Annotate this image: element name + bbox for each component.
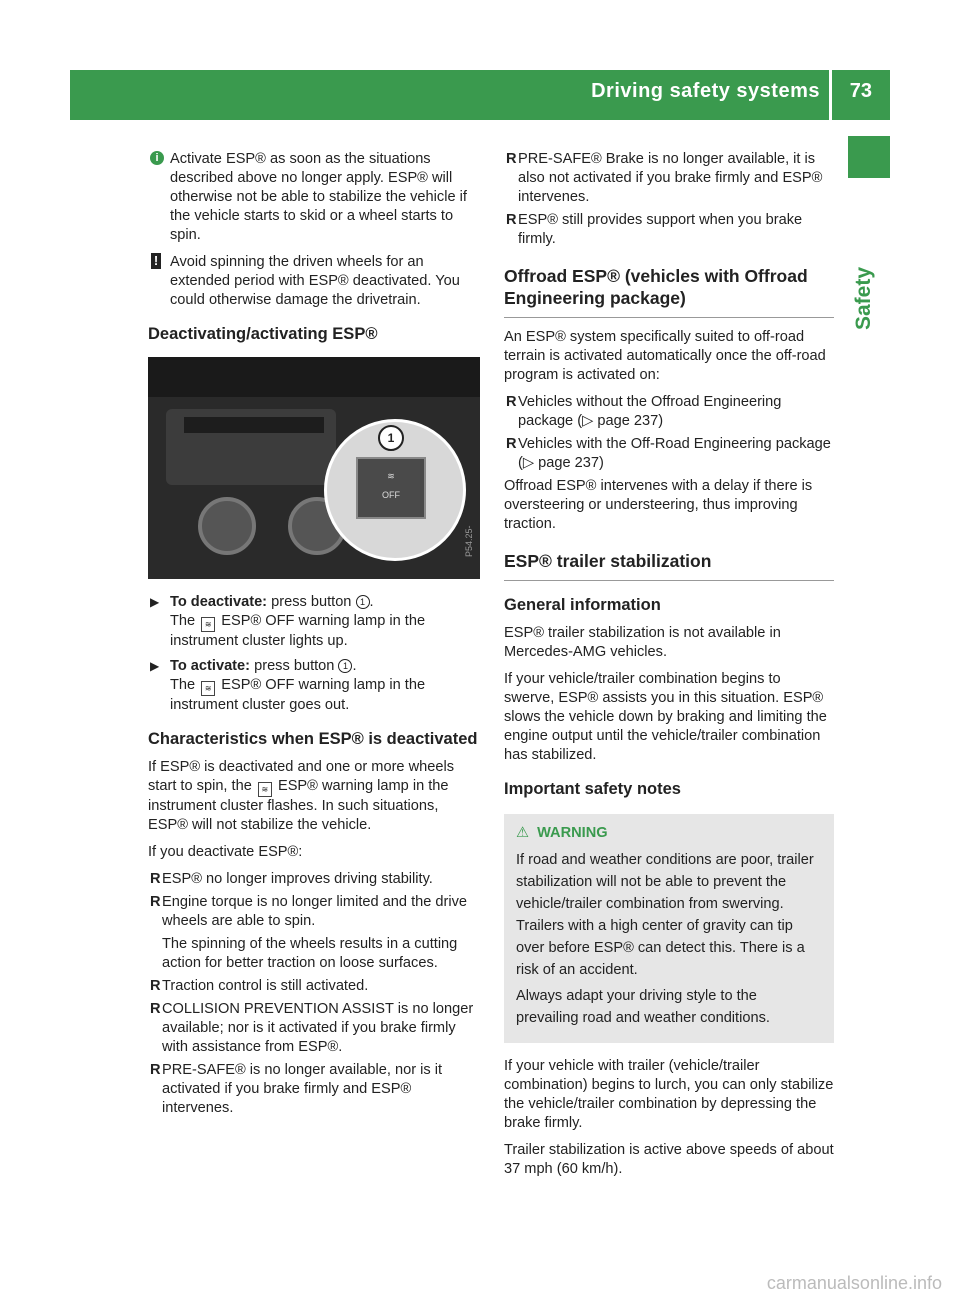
left-column	[148, 150, 480, 1122]
photo-code: P54.25-	[464, 525, 474, 557]
step1-text: press button	[271, 594, 352, 610]
heading-deactivating: Deactivating/activating ESP®	[148, 325, 378, 343]
char-p1-b: ESP® warning lamp in the instrument cluster flashes. In such situations, ESP® will not stabilize the vehicle.	[148, 778, 449, 833]
step-arrow-icon: ▶	[150, 659, 160, 673]
photo-top-trim	[148, 357, 480, 397]
bullet-text: Traction control is still activated.	[162, 978, 369, 994]
bullet-text: ESP® still provides support when you brake firmly.	[518, 212, 803, 247]
warning-title	[516, 824, 822, 843]
char-p1-a: If ESP® is deactivated and one or more wheels start to spin, the	[148, 759, 455, 794]
step1-detail: ESP® OFF warning lamp in the instrument cluster lights up.	[170, 613, 426, 649]
after-paragraph-2: Trailer stabilization is active above speeds of about 37 mph (60 km/h).	[504, 1142, 834, 1177]
step-activate: ▶ To activate: press button 1 . The ≋ ESP® OFF warning lamp in the instrument cluster goes out.	[150, 658, 426, 713]
list-item: R Vehicles with the Off-Road Engineering package (▷ page 237)	[506, 436, 831, 471]
step2-the: The	[170, 677, 196, 693]
list-item: R Engine torque is no longer limited and the drive wheels are able to spin. The spinning of the wheels results in a cutting action for better traction on loose surfaces.	[148, 893, 480, 973]
esp-warning-icon: ≋	[258, 782, 272, 797]
list-item: R PRE-SAFE® is no longer available, nor is it activated if you brake firmly and ESP® intervenes.	[150, 1062, 443, 1116]
esp-off-button-icon: ≋ OFF	[356, 457, 426, 519]
side-tab-label: Safety	[852, 266, 875, 330]
step-deactivate: ▶ To deactivate: press button 1 . The ≋ ESP® OFF warning lamp in the instrument cluster lights up.	[150, 594, 426, 649]
right-column	[504, 150, 834, 1187]
caution-note	[148, 253, 480, 310]
offroad-paragraph-2: Offroad ESP® intervenes with a delay if there is oversteering or understeering, thus improving traction.	[504, 478, 813, 532]
bullet-text: ESP® no longer improves driving stability.	[162, 871, 433, 887]
general-paragraph-1: ESP® trailer stabilization is not available in Mercedes-AMG vehicles.	[504, 625, 781, 660]
bullet-text: Vehicles with the Off-Road Engineering package (▷ page 237)	[518, 436, 831, 471]
button-1-icon: 1	[338, 659, 352, 673]
button-1-icon: 1	[356, 595, 370, 609]
photo-button-row	[184, 417, 324, 433]
char-paragraph-2: If you deactivate ESP®:	[148, 844, 303, 860]
offroad-paragraph: An ESP® system specifically suited to off-road terrain is activated automatically once the off-road program is activated on:	[504, 329, 826, 383]
list-item: R ESP® no longer improves driving stability.	[150, 871, 433, 887]
page-number: 73	[849, 80, 872, 102]
bullet-text: PRE-SAFE® is no longer available, nor is it activated if you brake firmly and ESP® intervenes.	[162, 1062, 443, 1116]
bullet-text: PRE-SAFE® Brake is no longer available, it is also not activated if you brake firmly and ESP® intervenes.	[518, 151, 823, 205]
step2-label: To activate:	[170, 658, 251, 674]
bullet-subtext: The spinning of the wheels results in a cutting action for better traction on loose surfaces.	[162, 936, 458, 971]
bullet-text: Vehicles without the Offroad Engineering package (▷ page 237)	[518, 394, 782, 429]
warning-title-text: WARNING	[537, 825, 608, 841]
bullet-text: Engine torque is no longer limited and the drive wheels are able to spin.	[162, 894, 468, 929]
list-item: R Vehicles without the Offroad Engineering package (▷ page 237)	[506, 394, 782, 429]
step-arrow-icon: ▶	[150, 595, 160, 609]
bullet-text: COLLISION PREVENTION ASSIST is no longer available; nor is it activated if you brake firmly with assistance from ESP®.	[162, 1001, 474, 1055]
list-item: R PRE-SAFE® Brake is no longer available, it is also not activated if you brake firmly and ESP® intervenes.	[506, 151, 823, 205]
side-tab-marker	[848, 136, 890, 178]
header-divider	[829, 70, 832, 120]
list-item: R ESP® still provides support when you brake firmly.	[506, 212, 803, 247]
list-item: R Traction control is still activated.	[150, 978, 369, 994]
heading-safety-notes: Important safety notes	[504, 780, 681, 798]
heading-characteristics: Characteristics when ESP® is deactivated	[148, 730, 478, 748]
char-paragraph-1	[148, 758, 480, 835]
info-icon: i	[150, 151, 164, 165]
dashboard-photo	[148, 357, 480, 579]
esp-off-icon: ≋	[201, 617, 215, 632]
footer-watermark: carmanualsonline.info	[766, 1273, 942, 1293]
warning-paragraph-1: If road and weather conditions are poor, trailer stabilization will not be able to prevent the vehicle/trailer combination from swerving. Trailers with a high center of gravity can tip over before ESP® can detect this. There is a risk of an accident.	[516, 852, 814, 978]
esp-off-icon: ≋	[201, 681, 215, 696]
heading-general: General information	[504, 596, 661, 614]
general-paragraph-2: If your vehicle/trailer combination begins to swerve, ESP® assists you in this situation. ESP® slows the vehicle down by braking and limiting the engine output until the vehicle/trailer combination has stabilized.	[504, 671, 827, 763]
heading-trailer: ESP® trailer stabilization	[504, 550, 834, 581]
step2-text: press button	[254, 658, 335, 674]
step1-label: To deactivate:	[170, 594, 268, 610]
photo-knob-left	[198, 497, 256, 555]
page-header	[70, 70, 890, 120]
list-item: R COLLISION PREVENTION ASSIST is no longer available; nor is it activated if you brake firmly with assistance from ESP®.	[150, 1001, 474, 1055]
exclamation-icon: !	[151, 253, 161, 269]
warning-triangle-icon: ⚠	[516, 825, 530, 841]
info-note-text: Activate ESP® as soon as the situations described above no longer apply. ESP® will otherwise not be able to stabilize the vehicle if the vehicle starts to skid or a wheel starts to spin.	[170, 151, 467, 243]
caution-note-text: Avoid spinning the driven wheels for an extended period with ESP® deactivated. You could otherwise damage the drivetrain.	[170, 254, 460, 308]
warning-paragraph-2: Always adapt your driving style to the prevailing road and weather conditions.	[516, 988, 770, 1026]
warning-box	[504, 814, 834, 1043]
step1-the: The	[170, 613, 196, 629]
step2-detail: ESP® OFF warning lamp in the instrument cluster goes out.	[170, 677, 426, 713]
header-title: Driving safety systems	[591, 80, 820, 102]
info-note	[148, 150, 480, 245]
callout-1: 1	[378, 425, 404, 451]
heading-offroad: Offroad ESP® (vehicles with Offroad Engineering package)	[504, 265, 834, 318]
after-paragraph-1: If your vehicle with trailer (vehicle/trailer combination) begins to lurch, you can only stabilize the vehicle/trailer combination by depressing the brake firmly.	[504, 1058, 834, 1131]
